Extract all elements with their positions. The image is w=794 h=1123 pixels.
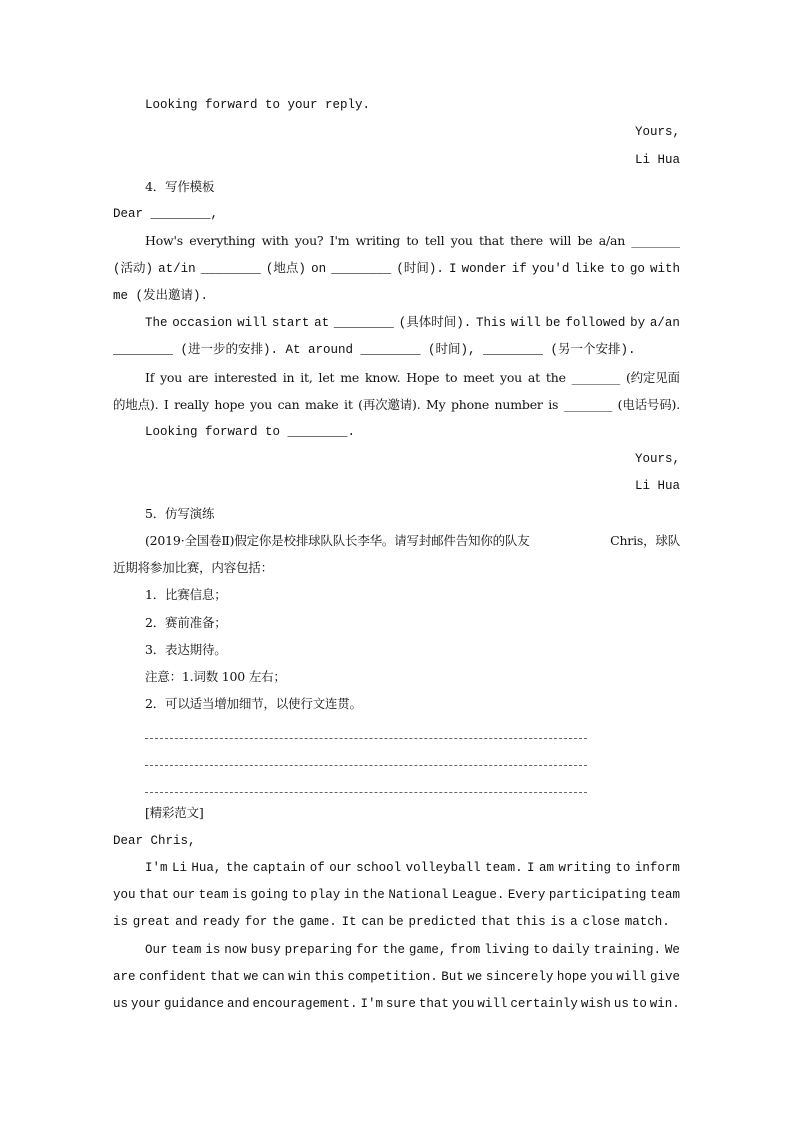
word: Chris，球队 (610, 533, 680, 548)
word: on (311, 262, 327, 276)
word: team (198, 888, 229, 902)
word: If (145, 370, 155, 385)
word: school (356, 861, 402, 875)
word: the (271, 915, 295, 929)
template-salutation: Dear ________, (113, 207, 219, 221)
word: at/in (158, 262, 196, 276)
word: I'm (329, 233, 350, 248)
word: for (244, 915, 268, 929)
word: make (305, 397, 339, 412)
word: with (261, 233, 289, 248)
template-p2-line1 (145, 315, 680, 331)
word: going (250, 888, 289, 902)
writing-line (145, 738, 587, 739)
word: daily (552, 943, 590, 957)
word: We (664, 943, 680, 957)
word: that (480, 915, 511, 929)
word: I (448, 262, 457, 276)
word: that (139, 888, 170, 902)
word: you (451, 997, 475, 1011)
word: close (582, 915, 620, 929)
word: give (649, 970, 680, 984)
word: National (388, 888, 449, 902)
word: Li (171, 861, 187, 875)
word: are (188, 370, 209, 385)
word: sincerely (485, 970, 554, 984)
sample-heading: [精彩范文] (145, 805, 204, 820)
template-yours: Yours, (634, 452, 680, 466)
word: ________ (333, 316, 394, 330)
word: go (629, 262, 645, 276)
word: really (174, 397, 209, 412)
word: League. (451, 888, 505, 902)
closing-yours: Yours, (634, 125, 680, 139)
word: (活动) (113, 262, 154, 276)
word: game. (299, 915, 337, 929)
word: our (172, 888, 196, 902)
word: team (649, 888, 680, 902)
word: you (590, 970, 613, 984)
word: busy (250, 943, 281, 957)
word: of (309, 861, 325, 875)
word: interested (214, 370, 277, 385)
word: number (494, 397, 543, 412)
word: in (343, 888, 359, 902)
word: (约定见面 (625, 370, 680, 385)
word: to (406, 233, 419, 248)
word: this (314, 970, 345, 984)
word: Hope (406, 370, 440, 385)
template-p1-line3: me (发出邀请). (113, 289, 209, 303)
word: (具体时间). (398, 316, 472, 330)
writing-line (145, 792, 587, 793)
word: game, (408, 943, 447, 957)
word: you? (294, 233, 324, 248)
word: hope (214, 397, 245, 412)
word: followed (565, 316, 626, 330)
word: team (171, 943, 202, 957)
word: confident (139, 970, 207, 984)
word: can (277, 397, 300, 412)
word: win. (649, 997, 680, 1011)
word: the (362, 888, 385, 902)
word: I (163, 397, 169, 412)
word: play (310, 888, 341, 902)
template-p2-line2: ________ (进一步的安排). At around ________ (时间), ________ (另一个安排). (113, 343, 636, 357)
sample-p1-line1 (145, 860, 680, 876)
word: Our (145, 943, 168, 957)
word: (2019·全国卷Ⅱ)假定你是校排球队队长李华。请写封邮件告知你的队友 (145, 533, 530, 548)
section5-item-3: 3．表达期待。 (145, 642, 227, 657)
word: now (224, 943, 247, 957)
word: the (225, 861, 249, 875)
word: wonder (461, 262, 507, 276)
word: It (341, 915, 357, 929)
word: ________ (571, 370, 621, 385)
word: everything (189, 233, 256, 248)
word: The (145, 316, 168, 330)
word: But (441, 970, 464, 984)
word: will (510, 316, 541, 330)
word: training. (593, 943, 661, 957)
closing-looking-forward: Looking forward to your reply. (145, 98, 371, 112)
word: you (160, 370, 183, 385)
sample-p2-line2 (113, 969, 680, 985)
word: am (538, 861, 554, 875)
word: be (577, 233, 593, 248)
word: that (479, 233, 504, 248)
word: This (475, 316, 506, 330)
word: certainly (510, 997, 578, 1011)
word: ________ (200, 262, 261, 276)
section4-heading: 4．写作模板 (145, 179, 215, 194)
word: ________ (563, 397, 613, 412)
word: for (356, 943, 379, 957)
word: start (271, 316, 310, 330)
word: win (288, 970, 311, 984)
word: is (232, 888, 248, 902)
word: to (609, 262, 625, 276)
section5-item-1: 1．比赛信息； (145, 587, 227, 602)
word: will (616, 970, 647, 984)
word: with (649, 262, 680, 276)
word: meet (463, 370, 495, 385)
word: a (570, 915, 578, 929)
word: (时间). (396, 262, 444, 276)
word: a/an (649, 316, 680, 330)
word: ready (202, 915, 240, 929)
word: is (550, 915, 566, 929)
word: Every (507, 888, 546, 902)
word: you'd (531, 262, 570, 276)
word: is (548, 397, 559, 412)
word: (电话号码). (617, 397, 680, 412)
word: team. (485, 861, 523, 875)
word: from (450, 943, 481, 957)
writing-line (145, 765, 587, 766)
word: at (314, 316, 330, 330)
word: occasion (172, 316, 233, 330)
word: volleyball (405, 861, 481, 875)
word: will (477, 997, 508, 1011)
word: us (613, 997, 629, 1011)
word: there (510, 233, 543, 248)
word: that (210, 970, 241, 984)
word: you (113, 888, 136, 902)
word: it (344, 397, 353, 412)
word: can (262, 970, 285, 984)
template-p1-line1 (145, 233, 680, 249)
word: the (382, 943, 405, 957)
word: wish (580, 997, 611, 1011)
word: How's (145, 233, 183, 248)
word: the (545, 370, 566, 385)
word: let (318, 370, 335, 385)
word: our (329, 861, 352, 875)
word: competition. (347, 970, 438, 984)
section5-heading: 5．仿写演练 (145, 506, 215, 521)
word: predicted (408, 915, 476, 929)
section5-note-2: 2．可以适当增加细节，以使行文连贯。 (145, 696, 362, 711)
word: participating (548, 888, 647, 902)
word: tell (424, 233, 445, 248)
word: will (237, 316, 268, 330)
word: are (113, 970, 136, 984)
word: encouragement. (252, 997, 358, 1011)
word: me (340, 370, 360, 385)
word: living (484, 943, 530, 957)
word: be (545, 316, 561, 330)
word: you (250, 397, 273, 412)
word: know. (365, 370, 401, 385)
section5-prompt-line2: 近期将参加比赛，内容包括： (113, 560, 273, 575)
word: great (132, 915, 171, 929)
word: I'm (145, 861, 168, 875)
word: writing (558, 861, 611, 875)
closing-signature: Li Hua (634, 153, 680, 167)
word: ________ (331, 262, 392, 276)
section5-prompt-line1 (145, 533, 680, 549)
word: captain (252, 861, 306, 875)
word: is (113, 915, 129, 929)
word: a/an (598, 233, 626, 248)
word: will (549, 233, 572, 248)
word: (再次邀请). (358, 397, 421, 412)
word: Hua, (191, 861, 222, 875)
word: to (615, 861, 631, 875)
word: your (130, 997, 161, 1011)
word: to (533, 943, 549, 957)
sample-p1-line3 (113, 914, 670, 930)
sample-p2-line3 (113, 996, 680, 1012)
word: you (499, 370, 523, 385)
template-p3-line1 (145, 370, 680, 386)
template-p3-line2 (113, 397, 680, 413)
word: guidance (163, 997, 224, 1011)
word: in (282, 370, 295, 385)
word: if (511, 262, 527, 276)
word: sure (385, 997, 416, 1011)
word: we (243, 970, 259, 984)
word: it, (300, 370, 313, 385)
word: at (527, 370, 540, 385)
word: us (113, 997, 129, 1011)
word: by (630, 316, 646, 330)
word: 的地点). (113, 397, 159, 412)
word: that (418, 997, 449, 1011)
word: can (361, 915, 384, 929)
sample-p1-line2 (113, 887, 680, 903)
word: to (631, 997, 647, 1011)
word: to (291, 888, 307, 902)
word: like (574, 262, 605, 276)
word: be (388, 915, 404, 929)
word: ________ (631, 233, 680, 248)
template-looking-forward: Looking forward to ________. (145, 425, 356, 439)
word: (地点) (265, 262, 306, 276)
word: this (515, 915, 546, 929)
sample-salutation: Dear Chris, (113, 834, 196, 848)
template-p1-line2 (113, 261, 680, 277)
word: My (426, 397, 446, 412)
word: and (226, 997, 250, 1011)
sample-p2-line1 (145, 942, 680, 958)
word: writing (355, 233, 401, 248)
template-signature: Li Hua (634, 479, 680, 493)
word: inform (634, 861, 680, 875)
section5-item-2: 2．赛前准备； (145, 615, 227, 630)
word: is (205, 943, 221, 957)
word: hope (556, 970, 587, 984)
word: match. (624, 915, 670, 929)
word: and (175, 915, 198, 929)
word: to (445, 370, 458, 385)
word: phone (451, 397, 490, 412)
word: I (527, 861, 535, 875)
word: I'm (360, 997, 383, 1011)
word: we (467, 970, 483, 984)
word: you (450, 233, 473, 248)
section5-note-1: 注意：1.词数 100 左右； (145, 669, 286, 684)
word: preparing (284, 943, 353, 957)
